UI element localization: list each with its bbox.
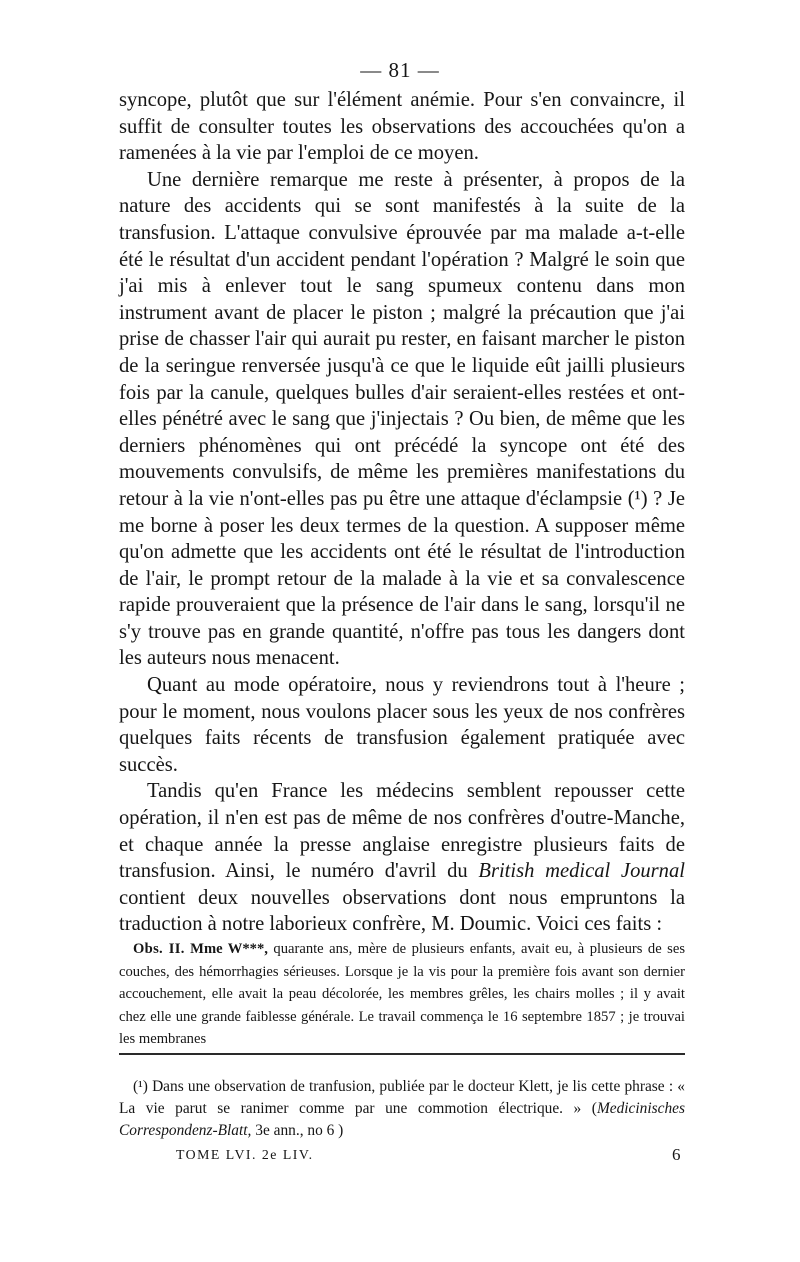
footnote-marker: (¹) [133,1078,148,1095]
paragraph-4 [119,778,685,938]
journal-title: British medical Journal [478,860,685,883]
footnote-reference: (¹) [627,487,648,510]
footnote-citation-open: ( [591,1100,597,1117]
main-text [119,87,685,938]
footnote-divider [119,1053,685,1055]
paragraph-2-part-b: ? Je me borne à poser les deux termes de la question. A supposer même qu'on admette que les accidents ont été le résultat de l'introduction de l'air, le prompt retour de la malade à la vie et sa convalescence rapide prouveraient que la présence de l'air dans le sang, lorsqu'il ne s'y trouve pas en grande quantité, n'offre pas tous les dangers dont les auteurs nous menacent. [119,487,685,670]
observation-block [119,938,685,1051]
paragraph-2-part-a: Une dernière remarque me reste à présenter, à propos de la nature des accidents qui se sont manifestés à la suite de la transfusion. L'attaque convulsive éprouvée par ma malade a-t-elle été le résultat d'un accident pendant l'opération ? Malgré le soin que j'ai mis à enlever tout le sang spumeux contenu dans mon instrument avant de placer le piston ; malgré la précaution que j'ai prise de chasser l'air qui aurait pu rester, en faisant marcher le piston de la seringue renversée jusqu'à ce que le liquide eût jailli plusieurs fois par la canule, quelques bulles d'air seraient-elles restées et ont-elles pénétré avec le sang que j'injectais ? Ou bien, de même que les derniers phénomènes qui ont précédé la syncope ont été des mouvements convulsifs, de même les premières manifestations du retour à la vie n'ont-elles pas pu être une attaque d'éclampsie [119,168,685,510]
observation-paragraph [119,938,685,1051]
footnote [119,1076,685,1142]
footnote-text: Dans une observation de tranfusion, publiée par le docteur Klett, je lis cette phrase : « La vie parut se ranimer comme par une commotion électrique. » [119,1078,685,1117]
footnote-paragraph [119,1076,685,1142]
observation-label: Obs. II. [133,941,185,957]
page-number: — 81 — [360,58,440,82]
footnote-citation-rest: 3e ann., no 6 ) [255,1122,344,1139]
paragraph-4-part-a: Tandis qu'en France les médecins semblent repousser cette opération, il n'en est pas de même de nos confrères d'outre-Manche, et chaque année la presse anglaise enregistre plusieurs faits de transfusion. Ainsi, le numéro d'avril du [119,780,685,883]
paragraph-3: Quant au mode opératoire, nous y reviendrons tout à l'heure ; pour le moment, nous voulons placer sous les yeux de nos confrères quelques faits récents de transfusion également pratiquée avec succès. [119,674,685,776]
observation-text: quarante ans, mère de plusieurs enfants, avait eu, à plusieurs de ses couches, des hémorrhagies sérieuses. Lorsque je la vis pour la première fois avant son dernier accouchement, elle avait la peau décolorée, les membres grêles, les chairs molles ; il y avait chez elle une grande faiblesse générale. Le travail commença le 16 septembre 1857 ; je trouvai les membranes [119,941,685,1048]
paragraph-4-part-b: contient deux nouvelles observations dont nous empruntons la traduction à notre laborieux confrère, M. Doumic. Voici ces faits : [119,886,685,936]
signature-line: TOME LVI. 2e LIV. [176,1147,314,1162]
signature-mark: 6 [672,1145,681,1164]
paragraph-2 [119,167,685,672]
footnote-citation-title: Medicinisches Correspondenz-Blatt, [119,1100,685,1139]
paragraph-1: syncope, plutôt que sur l'élément anémie. Pour s'en convaincre, il suffit de consulter toutes les observations des accouchées qu'on a ramenées à la vie par l'emploi de ce moyen. [119,89,685,165]
observation-subject: Mme W***, [190,941,268,957]
